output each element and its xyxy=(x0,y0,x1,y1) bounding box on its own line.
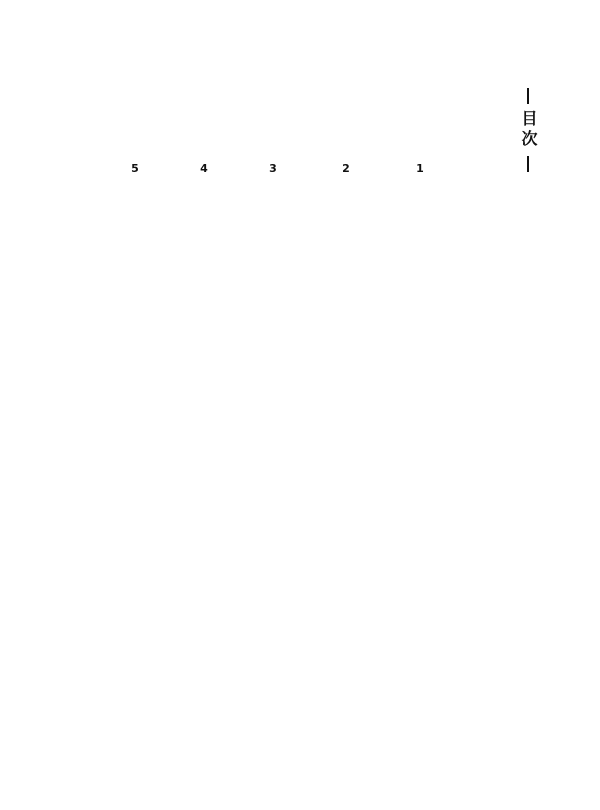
chapter-number: 1 xyxy=(416,162,424,175)
page-title: 目次 xyxy=(519,110,538,150)
chapter-number: 4 xyxy=(200,162,208,175)
contents-heading xyxy=(520,88,536,172)
heading-rule-bottom xyxy=(527,156,529,172)
chapter-number: 3 xyxy=(269,162,277,175)
chapter-number: 2 xyxy=(342,162,350,175)
heading-rule-top xyxy=(527,88,529,104)
chapter-number: 5 xyxy=(131,162,139,175)
